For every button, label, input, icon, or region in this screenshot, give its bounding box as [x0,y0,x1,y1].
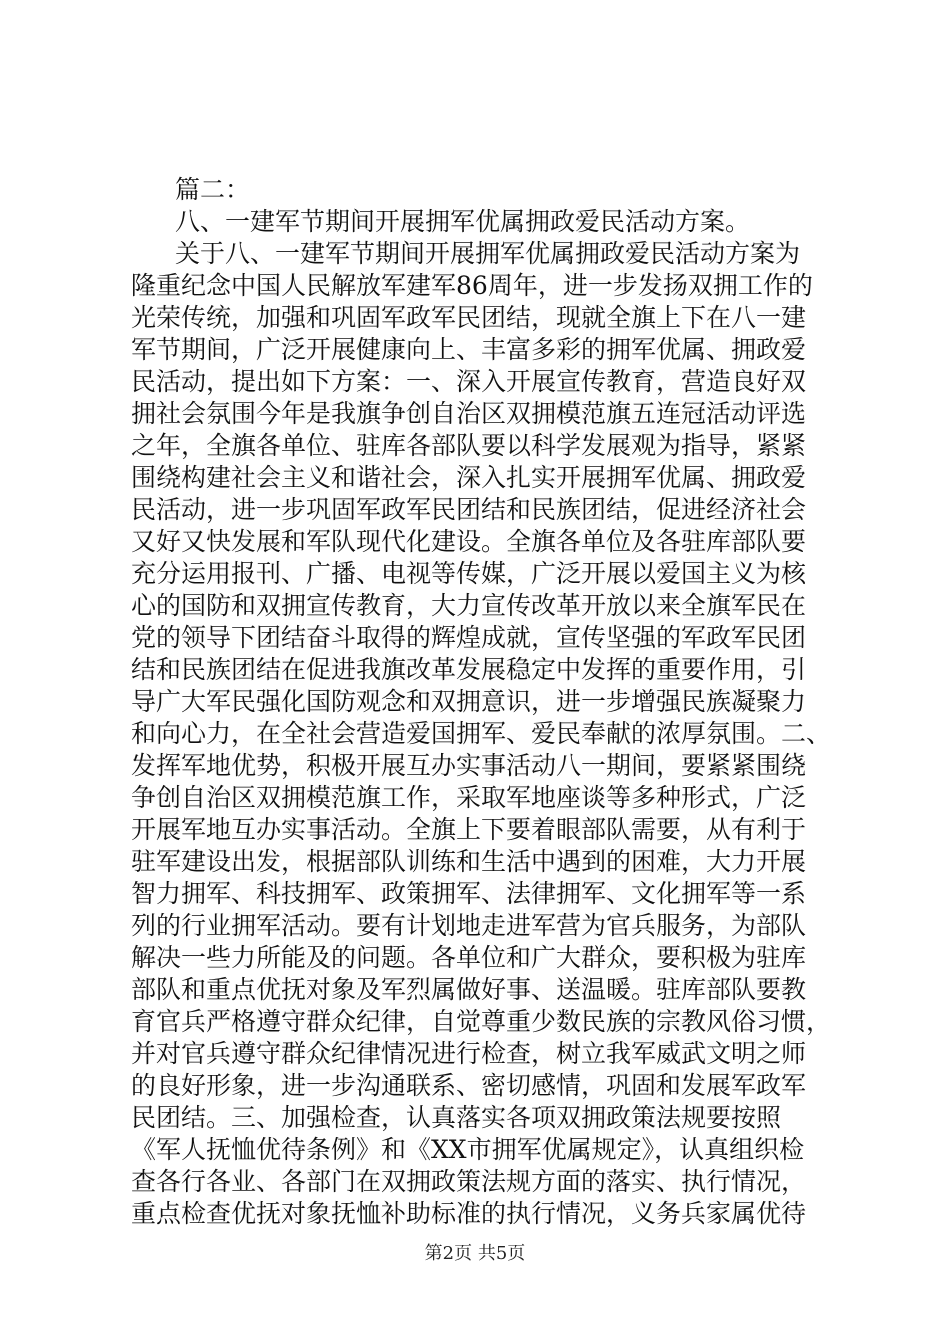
text-line: 导广大军民强化国防观念和双拥意识，进一步增强民族凝聚力 [131,687,807,716]
text-line: 关于八、一建军节期间开展拥军优属拥政爱民活动方案为 [175,239,801,268]
text-line: 《军人抚恤优待条例》和《XX市拥军优属规定》，认真组织检 [131,1135,805,1164]
paragraph [131,238,831,1230]
text-line: 列的行业拥军活动。要有计划地走进军营为官兵服务，为部队 [131,911,807,940]
document-body [131,174,831,1230]
text-line: 驻军建设出发，根据部队训练和生活中遇到的困难，大力开展 [131,847,807,876]
text-line: 争创自治区双拥模范旗工作，采取军地座谈等多种形式，广泛 [131,783,807,812]
text-line: 部队和重点优抚对象及军烈属做好事、送温暖。驻库部队要教 [131,975,807,1004]
text-line: 开展军地互办实事活动。全旗上下要着眼部队需要，从有利于 [131,815,807,844]
text-line: 并对官兵遵守群众纪律情况进行检查，树立我军威武文明之师 [131,1039,807,1068]
text-line: 的良好形象，进一步沟通联系、密切感情，巩固和发展军政军 [131,1071,807,1100]
text-line: 隆重纪念中国人民解放军建军86周年，进一步发扬双拥工作的 [131,271,813,300]
text-line: 之年，全旗各单位、驻库各部队要以科学发展观为指导，紧紧 [131,431,807,460]
text-line: 发挥军地优势，积极开展互办实事活动八一期间，要紧紧围绕 [131,751,807,780]
text-line: 重点检查优抚对象抚恤补助标准的执行情况，义务兵家属优待 [131,1199,807,1228]
text-line: 拥社会氛围今年是我旗争创自治区双拥模范旗五连冠活动评选 [131,399,807,428]
text-line: 充分运用报刊、广播、电视等传媒，广泛开展以爱国主义为核 [131,559,807,588]
text-line: 心的国防和双拥宣传教育，大力宣传改革开放以来全旗军民在 [131,591,807,620]
text-line: 育官兵严格遵守群众纪律，自觉尊重少数民族的宗教风俗习惯， [131,1007,832,1036]
text-line: 查各行各业、各部门在双拥政策法规方面的落实、执行情况， [131,1167,807,1196]
text-line: 又好又快发展和军队现代化建设。全旗各单位及各驻库部队要 [131,527,807,556]
text-line: 智力拥军、科技拥军、政策拥军、法律拥军、文化拥军等一系 [131,879,807,908]
text-line: 结和民族团结在促进我旗改革发展稳定中发挥的重要作用，引 [131,655,807,684]
text-line: 民团结。三、加强检查，认真落实各项双拥政策法规要按照 [131,1103,782,1132]
text-line: 民活动，进一步巩固军政军民团结和民族团结，促进经济社会 [131,495,807,524]
text-line: 民活动，提出如下方案：一、深入开展宣传教育，营造良好双 [131,367,807,396]
text-line: 围绕构建社会主义和谐社会，深入扎实开展拥军优属、拥政爱 [131,463,807,492]
text-line: 光荣传统，加强和巩固军政军民团结，现就全旗上下在八一建 [131,303,807,332]
text-line: 解决一些力所能及的问题。各单位和广大群众，要积极为驻库 [131,943,807,972]
page-number: 第2页 共5页 [424,1243,526,1264]
text-line: 和向心力，在全社会营造爱国拥军、爱民奉献的浓厚氛围。二、 [131,719,832,748]
text-line: 军节期间，广泛开展健康向上、丰富多彩的拥军优属、拥政爱 [131,335,807,364]
text-line: 党的领导下团结奋斗取得的辉煌成就，宣传坚强的军政军民团 [131,623,807,652]
section-heading: 篇二： [175,175,251,204]
document-title: 八、一建军节期间开展拥军优属拥政爱民活动方案。 [175,207,751,236]
